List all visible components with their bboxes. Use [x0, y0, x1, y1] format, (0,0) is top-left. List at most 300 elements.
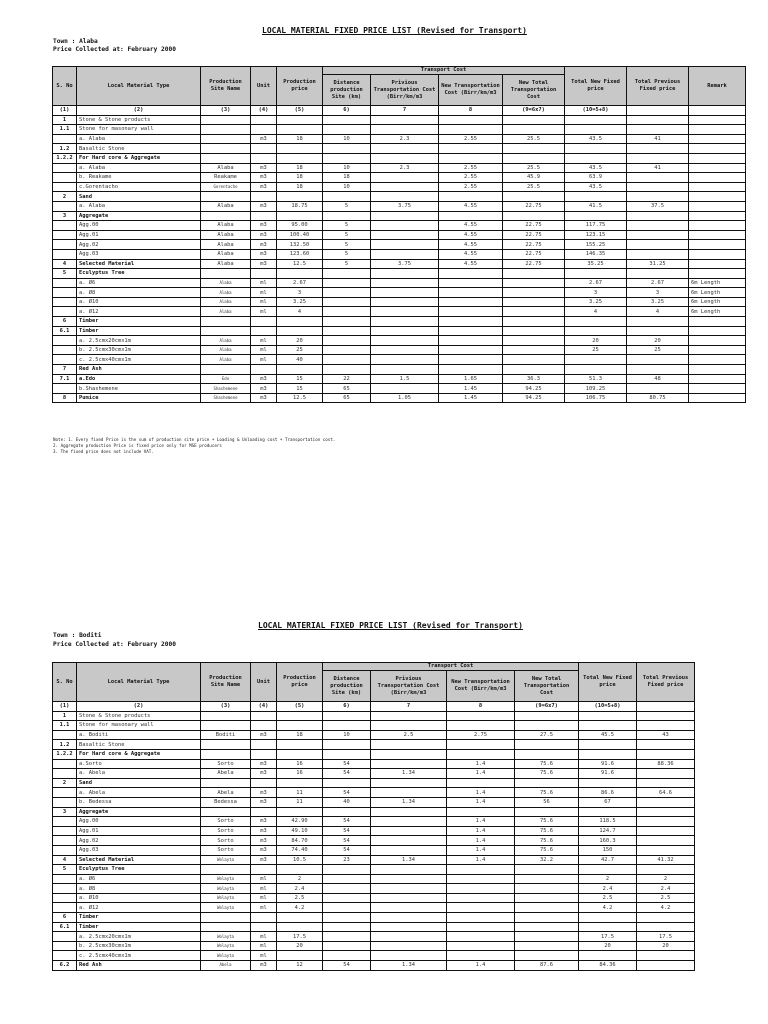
total-previous-fixed-price: [637, 826, 695, 836]
site-name: [201, 365, 251, 375]
previous-transport-cost: [371, 749, 447, 759]
previous-transport-cost: [371, 384, 439, 394]
new-total-transport-cost: 32.2: [515, 855, 579, 865]
site-name: Shashemene: [201, 384, 251, 394]
site-name: [201, 317, 251, 327]
distance: [323, 711, 371, 721]
remark: 6m Length: [689, 288, 746, 298]
column-number-row: [53, 106, 746, 116]
header-unit: Unit: [251, 663, 277, 702]
total-previous-fixed-price: [637, 749, 695, 759]
remark: [689, 269, 746, 279]
sno-cell: 1.2.2: [53, 749, 77, 759]
sno-cell: [53, 288, 77, 298]
header-prev: Privious Transportation Cost (Birr/km/m3: [371, 671, 447, 702]
new-total-transport-cost: [503, 115, 565, 125]
sno-cell: [53, 182, 77, 192]
total-new-fixed-price: 43.5: [565, 163, 627, 173]
sno-cell: [53, 345, 77, 355]
sno-cell: [53, 817, 77, 827]
new-transport-cost: [439, 192, 503, 202]
production-price: 3.25: [277, 297, 323, 307]
table-row: [53, 297, 746, 307]
site-name: Wolayta: [201, 932, 251, 942]
previous-transport-cost: [371, 153, 439, 163]
remark: [689, 125, 746, 135]
material-type: a. Ø8: [77, 288, 201, 298]
total-new-fixed-price: [579, 740, 637, 750]
total-previous-fixed-price: 88.36: [637, 759, 695, 769]
production-price: 20: [277, 336, 323, 346]
total-previous-fixed-price: [627, 221, 689, 231]
new-total-transport-cost: [515, 749, 579, 759]
unit: [251, 144, 277, 154]
unit: ml: [251, 874, 277, 884]
new-total-transport-cost: [503, 269, 565, 279]
previous-transport-cost: [371, 125, 439, 135]
table-row: [53, 230, 746, 240]
sno-cell: 3: [53, 211, 77, 221]
unit: [251, 721, 277, 731]
header-transport: Transport Cost: [323, 663, 579, 671]
production-price: 18: [277, 182, 323, 192]
material-type: Pumice: [77, 393, 201, 403]
unit: [251, 365, 277, 375]
new-total-transport-cost: 25.5: [503, 163, 565, 173]
production-price: [277, 951, 323, 961]
site-name: [201, 778, 251, 788]
remark: [689, 384, 746, 394]
total-new-fixed-price: [565, 317, 627, 327]
material-type: Agg.03: [77, 249, 201, 259]
sno-cell: [53, 134, 77, 144]
table-row: [53, 826, 695, 836]
total-new-fixed-price: 67: [579, 797, 637, 807]
production-price: 18: [277, 134, 323, 144]
production-price: 16: [277, 769, 323, 779]
material-type: Agg.00: [77, 817, 201, 827]
material-type: Sand: [77, 192, 201, 202]
total-new-fixed-price: 42.7: [579, 855, 637, 865]
table-row: [53, 211, 746, 221]
new-total-transport-cost: [503, 365, 565, 375]
table-row: [53, 817, 695, 827]
unit: m3: [251, 201, 277, 211]
sno-cell: [53, 941, 77, 951]
sno-cell: 7: [53, 365, 77, 375]
new-transport-cost: [447, 807, 515, 817]
site-name: Abela: [201, 769, 251, 779]
previous-transport-cost: [371, 903, 447, 913]
new-transport-cost: 1.45: [439, 384, 503, 394]
new-transport-cost: [447, 721, 515, 731]
remark: [689, 336, 746, 346]
new-transport-cost: [439, 345, 503, 355]
material-type: a.Edo: [77, 374, 201, 384]
total-new-fixed-price: 84.36: [579, 961, 637, 971]
distance: [323, 721, 371, 731]
sno-cell: [53, 893, 77, 903]
production-price: [277, 153, 323, 163]
total-previous-fixed-price: 64.6: [637, 788, 695, 798]
total-new-fixed-price: 124.7: [579, 826, 637, 836]
sno-cell: 6.1: [53, 922, 77, 932]
unit: m3: [251, 173, 277, 183]
distance: [323, 874, 371, 884]
previous-transport-cost: [371, 249, 439, 259]
unit: m3: [251, 769, 277, 779]
table-row: [53, 769, 695, 779]
sno-cell: 5: [53, 269, 77, 279]
new-transport-cost: [447, 874, 515, 884]
material-type: Timber: [77, 913, 201, 923]
remark: [689, 345, 746, 355]
remark: [689, 221, 746, 231]
column-number: (5): [277, 106, 323, 116]
sno-cell: 6: [53, 913, 77, 923]
previous-transport-cost: [371, 297, 439, 307]
unit: [251, 740, 277, 750]
distance: 5: [323, 259, 371, 269]
total-previous-fixed-price: 41: [627, 134, 689, 144]
material-type: a. Ø12: [77, 903, 201, 913]
material-type: c.Gorentacho: [77, 182, 201, 192]
previous-transport-cost: [371, 865, 447, 875]
site-name: Wolayta: [201, 951, 251, 961]
column-number: [627, 106, 689, 116]
previous-transport-cost: [371, 884, 447, 894]
total-new-fixed-price: [579, 951, 637, 961]
table-row: [53, 730, 695, 740]
total-previous-fixed-price: 20: [637, 941, 695, 951]
remark: [689, 259, 746, 269]
material-type: Agg.00: [77, 221, 201, 231]
material-type: a. Alaba: [77, 163, 201, 173]
previous-transport-cost: [371, 826, 447, 836]
header-dist: Distance production Site (km): [323, 75, 371, 106]
previous-transport-cost: [371, 307, 439, 317]
new-transport-cost: [439, 153, 503, 163]
table-row: [53, 192, 746, 202]
distance: 5: [323, 249, 371, 259]
new-transport-cost: [439, 355, 503, 365]
material-type: a. 2.5cmx20cmx1m: [77, 932, 201, 942]
column-number: (3): [201, 702, 251, 712]
sno-cell: 6.2: [53, 961, 77, 971]
table-row: [53, 951, 695, 961]
unit: m3: [251, 826, 277, 836]
production-price: [277, 749, 323, 759]
unit: [251, 211, 277, 221]
remark: [689, 393, 746, 403]
total-new-fixed-price: 63.9: [565, 173, 627, 183]
distance: 54: [323, 826, 371, 836]
material-type: a. Ø10: [77, 297, 201, 307]
production-price: [277, 365, 323, 375]
material-type: Agg.01: [77, 230, 201, 240]
sno-cell: 1: [53, 711, 77, 721]
new-total-transport-cost: 75.6: [515, 759, 579, 769]
unit: ml: [251, 278, 277, 288]
distance: [323, 865, 371, 875]
site-name: Alaba: [201, 163, 251, 173]
total-previous-fixed-price: [627, 384, 689, 394]
distance: [323, 951, 371, 961]
production-price: [277, 125, 323, 135]
site-name: Sorto: [201, 845, 251, 855]
total-previous-fixed-price: [637, 845, 695, 855]
site-name: Wolayta: [201, 884, 251, 894]
remark: 6m Length: [689, 297, 746, 307]
material-type: b. Reakame: [77, 173, 201, 183]
distance: 54: [323, 788, 371, 798]
site-name: [201, 144, 251, 154]
production-price: 2.4: [277, 884, 323, 894]
unit: m3: [251, 374, 277, 384]
new-total-transport-cost: 56: [515, 797, 579, 807]
total-previous-fixed-price: [637, 865, 695, 875]
new-total-transport-cost: 75.6: [515, 817, 579, 827]
total-previous-fixed-price: 20: [627, 336, 689, 346]
new-total-transport-cost: [515, 913, 579, 923]
new-total-transport-cost: [503, 153, 565, 163]
total-new-fixed-price: 150: [579, 845, 637, 855]
distance: [323, 192, 371, 202]
table-row: [53, 173, 746, 183]
material-type: Eculyptus Tree: [77, 865, 201, 875]
site-name: Alaba: [201, 230, 251, 240]
site-name: Alaba: [201, 240, 251, 250]
previous-transport-cost: [371, 365, 439, 375]
material-type: c. 2.5cmx40cmx1m: [77, 355, 201, 365]
material-type: Sand: [77, 778, 201, 788]
remark: [689, 144, 746, 154]
previous-transport-cost: 1.34: [371, 855, 447, 865]
total-new-fixed-price: [565, 125, 627, 135]
total-previous-fixed-price: 2.4: [637, 884, 695, 894]
total-previous-fixed-price: [627, 153, 689, 163]
new-total-transport-cost: [503, 355, 565, 365]
previous-transport-cost: [371, 345, 439, 355]
total-previous-fixed-price: [627, 365, 689, 375]
table-row: [53, 903, 695, 913]
site-name: [201, 115, 251, 125]
table-row: [53, 749, 695, 759]
unit: [251, 192, 277, 202]
total-new-fixed-price: 91.6: [579, 769, 637, 779]
previous-transport-cost: [371, 336, 439, 346]
total-previous-fixed-price: [627, 317, 689, 327]
new-total-transport-cost: 75.6: [515, 826, 579, 836]
previous-transport-cost: [371, 211, 439, 221]
distance: 65: [323, 384, 371, 394]
column-number: (10=5+8): [565, 106, 627, 116]
unit: m3: [251, 230, 277, 240]
total-new-fixed-price: 118.5: [579, 817, 637, 827]
total-new-fixed-price: [579, 922, 637, 932]
total-new-fixed-price: [565, 144, 627, 154]
remark: [689, 230, 746, 240]
total-previous-fixed-price: [637, 778, 695, 788]
production-price: [277, 144, 323, 154]
previous-transport-cost: [371, 173, 439, 183]
header-sno: S. No: [53, 663, 77, 702]
sno-cell: [53, 355, 77, 365]
production-price: [277, 211, 323, 221]
new-transport-cost: [447, 922, 515, 932]
material-type: Basaltic Stone: [77, 144, 201, 154]
material-type: Red Ash: [77, 365, 201, 375]
previous-transport-cost: [371, 288, 439, 298]
site-name: Alaba: [201, 259, 251, 269]
new-total-transport-cost: 22.75: [503, 240, 565, 250]
production-price: 2.67: [277, 278, 323, 288]
sno-cell: [53, 797, 77, 807]
remark: [689, 182, 746, 192]
distance: 22: [323, 374, 371, 384]
production-price: [277, 778, 323, 788]
new-total-transport-cost: 22.75: [503, 221, 565, 231]
table-row: [53, 759, 695, 769]
new-total-transport-cost: [503, 326, 565, 336]
table-row: [53, 874, 695, 884]
new-transport-cost: 1.4: [447, 788, 515, 798]
unit: m3: [251, 817, 277, 827]
header-prod: Production price: [277, 663, 323, 702]
table-row: [53, 740, 695, 750]
new-transport-cost: 1.45: [439, 393, 503, 403]
sno-cell: 3: [53, 807, 77, 817]
new-transport-cost: [439, 317, 503, 327]
total-new-fixed-price: 146.35: [565, 249, 627, 259]
material-type: Agg.02: [77, 240, 201, 250]
total-new-fixed-price: [565, 192, 627, 202]
new-total-transport-cost: 75.6: [515, 769, 579, 779]
new-total-transport-cost: [503, 192, 565, 202]
distance: [323, 355, 371, 365]
header-tpfp: Total Previous Fixed price: [627, 67, 689, 106]
table-row: [53, 201, 746, 211]
previous-transport-cost: [371, 326, 439, 336]
previous-transport-cost: 2.5: [371, 730, 447, 740]
new-total-transport-cost: [515, 778, 579, 788]
total-previous-fixed-price: [627, 115, 689, 125]
distance: [323, 115, 371, 125]
unit: ml: [251, 884, 277, 894]
column-number: [689, 106, 746, 116]
total-new-fixed-price: 41.5: [565, 201, 627, 211]
new-transport-cost: 1.4: [447, 769, 515, 779]
site-name: [201, 153, 251, 163]
site-name: [201, 922, 251, 932]
distance: 54: [323, 759, 371, 769]
material-type: Timber: [77, 326, 201, 336]
sno-cell: [53, 201, 77, 211]
column-number: (4): [251, 106, 277, 116]
header-tpfp: Total Previous Fixed price: [637, 663, 695, 702]
new-total-transport-cost: [503, 317, 565, 327]
unit: m3: [251, 961, 277, 971]
table-row: [53, 249, 746, 259]
header-newtc: New Transportation Cost (Birr/km/m3: [439, 75, 503, 106]
new-total-transport-cost: [515, 721, 579, 731]
production-price: [277, 807, 323, 817]
remark: [689, 317, 746, 327]
material-type: a. Ø6: [77, 278, 201, 288]
site-name: Alaba: [201, 345, 251, 355]
distance: [323, 345, 371, 355]
site-name: [201, 211, 251, 221]
sno-cell: [53, 163, 77, 173]
new-total-transport-cost: [515, 922, 579, 932]
total-new-fixed-price: 109.25: [565, 384, 627, 394]
table-row: [53, 884, 695, 894]
total-new-fixed-price: [579, 807, 637, 817]
material-type: a. Abela: [77, 769, 201, 779]
new-transport-cost: [439, 115, 503, 125]
total-new-fixed-price: [579, 711, 637, 721]
header-newtc: New Transportation Cost (Birr/km/m3: [447, 671, 515, 702]
unit: m3: [251, 788, 277, 798]
site-name: Alaba: [201, 297, 251, 307]
unit: m3: [251, 855, 277, 865]
site-name: [201, 326, 251, 336]
sno-cell: [53, 307, 77, 317]
material-type: Agg.03: [77, 845, 201, 855]
site-name: Alaba: [201, 336, 251, 346]
table-row: [53, 845, 695, 855]
sno-cell: [53, 221, 77, 231]
price-table: [52, 662, 695, 971]
new-transport-cost: 2.55: [439, 173, 503, 183]
sno-cell: [53, 759, 77, 769]
sno-cell: [53, 769, 77, 779]
unit: [251, 153, 277, 163]
previous-transport-cost: [371, 115, 439, 125]
distance: [323, 932, 371, 942]
total-previous-fixed-price: 2: [637, 874, 695, 884]
site-name: [201, 125, 251, 135]
total-new-fixed-price: 117.75: [565, 221, 627, 231]
production-price: 18: [277, 163, 323, 173]
production-price: 18: [277, 730, 323, 740]
distance: [323, 749, 371, 759]
material-type: a. Boditi: [77, 730, 201, 740]
site-name: [201, 865, 251, 875]
table-row: [53, 893, 695, 903]
unit: [251, 749, 277, 759]
header-site: Production Site Name: [201, 67, 251, 106]
production-price: 100.40: [277, 230, 323, 240]
previous-transport-cost: 3.75: [371, 259, 439, 269]
total-new-fixed-price: 43.5: [565, 134, 627, 144]
distance: 40: [323, 797, 371, 807]
production-price: 123.60: [277, 249, 323, 259]
new-transport-cost: 4.55: [439, 259, 503, 269]
sno-cell: [53, 730, 77, 740]
production-price: [277, 326, 323, 336]
unit: [251, 922, 277, 932]
table-row: [53, 307, 746, 317]
note-line: 2. Aggregate production Price is fixed price only for MSE producers: [53, 443, 222, 449]
total-new-fixed-price: 25: [565, 345, 627, 355]
table-row: [53, 326, 746, 336]
unit: ml: [251, 893, 277, 903]
total-new-fixed-price: 20: [579, 941, 637, 951]
table-row: [53, 278, 746, 288]
production-price: [277, 740, 323, 750]
new-transport-cost: [447, 913, 515, 923]
